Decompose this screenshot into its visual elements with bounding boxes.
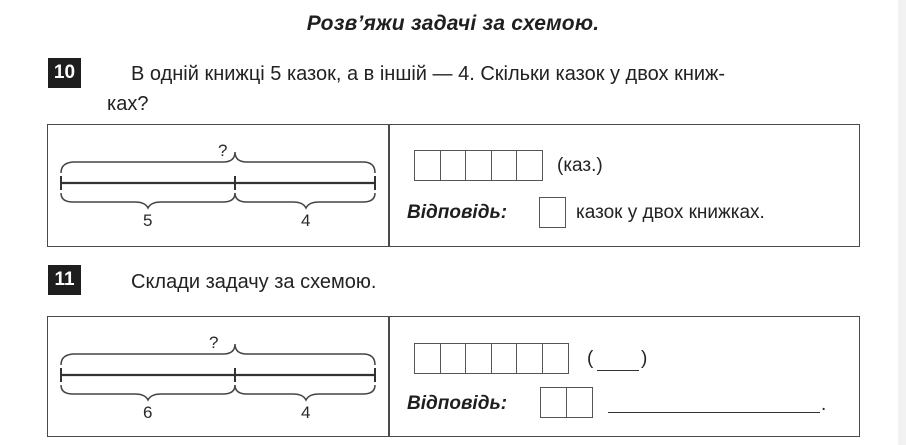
task-11-scheme [55,332,385,422]
task-11-divider [388,316,390,437]
task-10-scheme [55,140,385,230]
task-11-answer-cells[interactable] [540,387,593,418]
task-10-answer-rest: казок у двох книжках. [576,202,765,223]
scheme-right-label: 4 [301,211,311,230]
task-10-divider [388,124,390,247]
task-10-number: 10 [48,58,81,88]
task-11-end-mark: . [821,394,827,415]
solution-cell[interactable] [465,150,492,181]
solution-cell[interactable] [516,343,543,374]
scheme-right-label: 4 [301,403,311,422]
left-part-brace [61,193,235,208]
scheme-total-label: ? [218,141,228,160]
answer-cell[interactable] [566,387,593,418]
solution-cell[interactable] [440,150,467,181]
task-10-text-line2: ках? [107,93,149,115]
scheme-left-label: 6 [143,403,153,422]
task-11-unit-blank[interactable] [597,370,639,371]
left-part-brace [61,385,235,400]
task-11-solution-cells[interactable] [414,343,569,374]
task-10-answer-cell[interactable] [539,197,566,228]
task-10-answer-label: Відповідь: [407,202,508,223]
task-11-unit-close: ) [641,348,648,369]
solution-cell[interactable] [491,150,518,181]
solution-cell[interactable] [542,343,569,374]
task-11-answer-label: Відповідь: [407,393,508,414]
task-11-unit-open: ( [587,348,594,369]
solution-cell[interactable] [516,150,543,181]
solution-cell[interactable] [465,343,492,374]
right-part-brace [235,385,375,400]
page-heading: Розв’яжи задачі за схемою. [306,12,600,35]
answer-cell[interactable] [540,387,567,418]
solution-cell[interactable] [491,343,518,374]
task-11-number: 11 [48,265,81,295]
task-11-text: Склади задачу за схемою. [131,271,377,293]
page-scrollbar[interactable] [898,0,906,445]
task-11-answer-blank[interactable] [608,412,820,413]
scheme-left-label: 5 [143,211,153,230]
task-10-text-line1: В одній книжці 5 казок, а в іншій — 4. Скільки казок у двох книж- [131,63,726,85]
solution-cell[interactable] [414,343,441,374]
solution-cell[interactable] [440,343,467,374]
scheme-total-label: ? [209,333,219,352]
solution-cell[interactable] [414,150,441,181]
right-part-brace [235,193,375,208]
task-10-unit: (каз.) [557,155,603,176]
task-10-solution-cells[interactable] [414,150,543,181]
